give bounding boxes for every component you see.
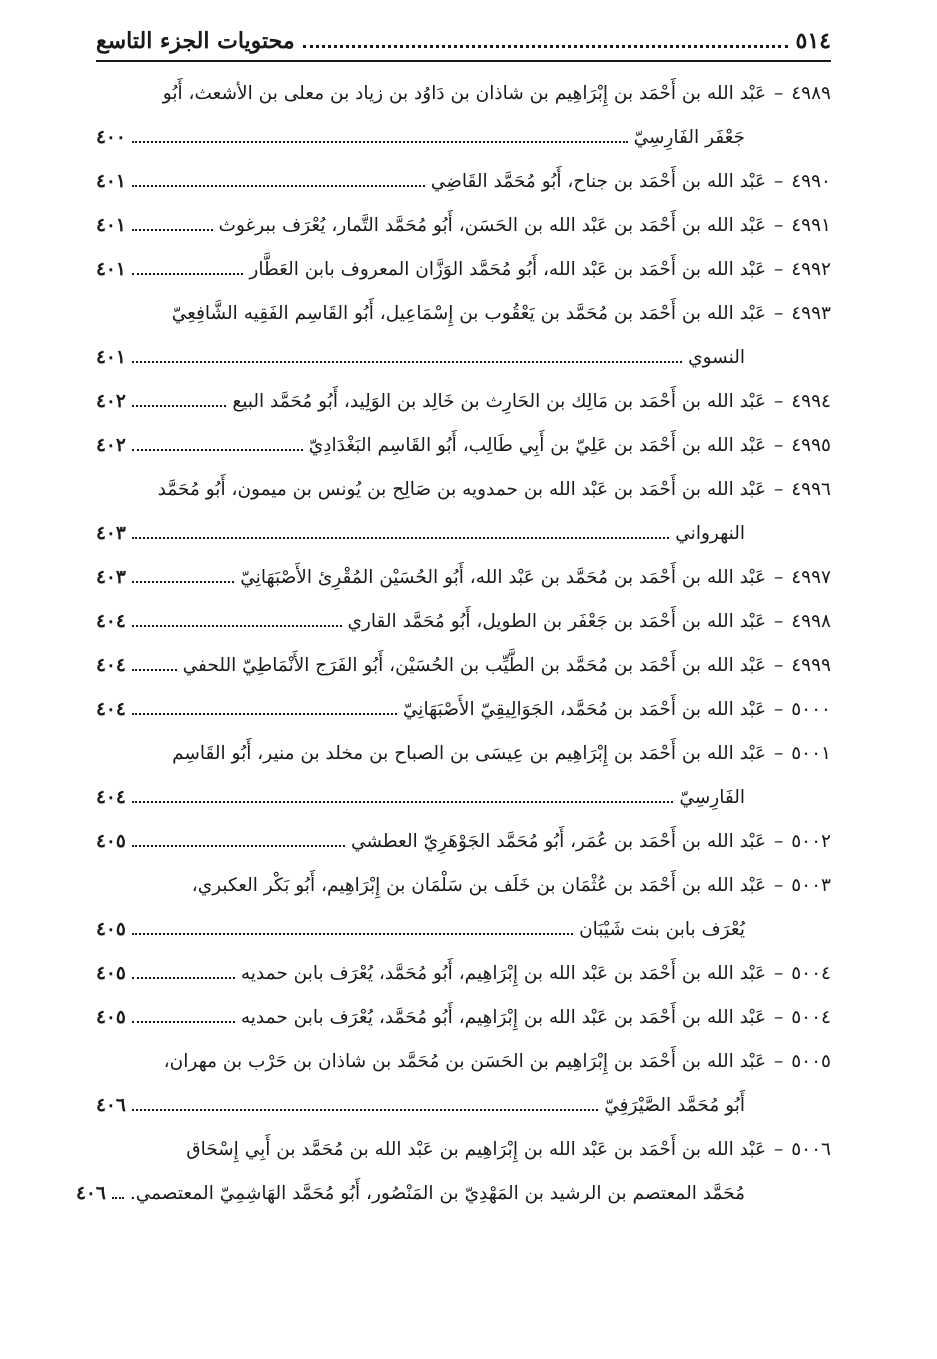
entry-text: عَبْد الله بن أَحْمَد بن جناح، أَبُو مُحَمَّد القَاضِي [430, 171, 766, 192]
entry-dash: – [774, 1139, 784, 1160]
toc-entry-first-line [96, 996, 831, 1040]
entry-number: ٤٩٩٤ [791, 391, 831, 412]
entry-page-ref: ٤٠٥ [96, 1007, 126, 1028]
entry-dash: – [774, 655, 784, 676]
toc-entry-first-line [96, 644, 831, 688]
toc-entry-continuation-line [76, 1172, 831, 1216]
entry-number: ٤٩٩١ [791, 215, 831, 236]
entry-dash: – [774, 303, 784, 324]
toc-entry-first-line [96, 160, 831, 204]
leader-dots [132, 703, 397, 715]
entry-page-ref: ٤٠١ [96, 215, 126, 236]
entry-number: ٥٠٠٠ [791, 699, 831, 720]
toc-entry [96, 952, 831, 996]
entry-text: عَبْد الله بن أَحْمَد بن عَبْد الله بن الحَسَن، أَبُو مُحَمَّد التَّمار، يُعْرَف ببرغوث [218, 215, 766, 236]
entry-text: النهرواني [675, 523, 745, 544]
leader-dots [132, 175, 425, 187]
page-title: محتويات الجزء التاسع [96, 28, 295, 54]
toc-entry [96, 688, 831, 732]
toc-entry [96, 820, 831, 864]
entry-number: ٤٩٩٢ [791, 259, 831, 280]
toc-entry [76, 1128, 831, 1216]
toc-entry-first-line [96, 732, 831, 776]
toc-entry-first-line [96, 1040, 831, 1084]
entry-dash: – [774, 259, 784, 280]
toc-entry-first-line [96, 688, 831, 732]
entry-dash: – [774, 567, 784, 588]
entry-dash: – [774, 699, 784, 720]
entry-text: عَبْد الله بن أَحْمَد بن مُحَمَّد بن يَعْقُوب بن إِسْمَاعِيل، أَبُو القَاسِم الفَقِيه الشَّافِعِيّ [171, 303, 766, 324]
leader-dots [132, 219, 213, 231]
entry-text: عَبْد الله بن أَحْمَد بن إِبْرَاهِيم بن شاذان بن دَاوُد بن زياد بن معلى بن الأشعث، أَبُو [162, 83, 766, 104]
entry-page-ref: ٤٠٣ [96, 523, 126, 544]
entry-dash: – [774, 611, 784, 632]
leader-dots [132, 835, 345, 847]
entry-text: يُعْرَف بابن بنت شَيْبَان [579, 919, 745, 940]
toc-list [76, 72, 831, 1216]
toc-entry-first-line [96, 248, 831, 292]
entry-number: ٤٩٨٩ [791, 83, 831, 104]
toc-entry-first-line [96, 380, 831, 424]
entry-text: جَعْفَر الفَارِسِيّ [633, 127, 745, 148]
entry-number: ٤٩٩٠ [791, 171, 831, 192]
entry-dash: – [774, 875, 784, 896]
leader-dots [132, 659, 177, 671]
entry-page-ref: ٤٠٤ [96, 655, 126, 676]
toc-entry [96, 556, 831, 600]
entry-number: ٥٠٠٤ [791, 963, 831, 984]
entry-page-ref: ٤٠١ [96, 347, 126, 368]
entry-text: عَبْد الله بن أَحْمَد بن مَالِك بن الحَارِث بن خَالِد بن الوَلِيد، أَبُو مُحَمَّد البيع [232, 391, 766, 412]
entry-text: عَبْد الله بن أَحْمَد بن عَبْد الله بن إِبْرَاهِيم، أَبُو مُحَمَّد، يُعْرَف بابن حمديه [240, 963, 766, 984]
entry-page-ref: ٤٠٥ [96, 963, 126, 984]
toc-entry-first-line [96, 292, 831, 336]
entry-page-ref: ٤٠٣ [96, 567, 126, 588]
entry-text: عَبْد الله بن أَحْمَد بن جَعْفَر بن الطويل، أَبُو مُحَمَّد القاري [347, 611, 766, 632]
toc-entry [96, 864, 831, 952]
toc-entry-continuation-line [96, 776, 831, 820]
toc-entry [96, 468, 831, 556]
toc-entry [96, 72, 831, 160]
entry-number: ٥٠٠٣ [791, 875, 831, 896]
entry-text: النسوي [688, 347, 745, 368]
entry-text: عَبْد الله بن أَحْمَد بن عُثْمَان بن خَلَف بن سَلْمَان بن إِبْرَاهِيم، أَبُو بَكْر العكبري، [191, 875, 766, 896]
entry-dash: – [774, 479, 784, 500]
toc-entry [96, 380, 831, 424]
toc-entry-first-line [96, 1128, 831, 1172]
leader-dots [132, 923, 573, 935]
entry-page-ref: ٤٠٢ [96, 391, 126, 412]
toc-entry-first-line [96, 864, 831, 908]
leader-dots [132, 967, 235, 979]
toc-entry [96, 160, 831, 204]
page [76, 28, 831, 1216]
entry-page-ref: ٤٠٢ [96, 435, 126, 456]
toc-entry [96, 424, 831, 468]
toc-entry-first-line [96, 72, 831, 116]
entry-text: عَبْد الله بن أَحْمَد بن مُحَمَّد بن الطَّيِّب بن الحُسَيْن، أَبُو الفَرَج الأَنْمَاطِيّ اللحفي [182, 655, 766, 676]
toc-entry [96, 1040, 831, 1128]
leader-dots [132, 527, 669, 539]
toc-entry [96, 248, 831, 292]
entry-number: ٥٠٠٢ [791, 831, 831, 852]
entry-number: ٤٩٩٩ [791, 655, 831, 676]
leader-dots [132, 571, 234, 583]
entry-dash: – [774, 171, 784, 192]
entry-dash: – [774, 83, 784, 104]
page-header [96, 28, 831, 62]
entry-dash: – [774, 1051, 784, 1072]
toc-entry-continuation-line [96, 1084, 831, 1128]
entry-text: عَبْد الله بن أَحْمَد بن عَبْد الله بن حمدويه بن صَالِح بن يُونس بن ميمون، أَبُو مُحَمَّد [157, 479, 766, 500]
toc-entry-continuation-line [96, 512, 831, 556]
entry-text: عَبْد الله بن أَحْمَد بن عُمَر، أَبُو مُحَمَّد الجَوْهَرِيّ العطشي [350, 831, 766, 852]
entry-text: أَبُو مُحَمَّد الصَّيْرَفِيّ [604, 1095, 745, 1116]
leader-dots [132, 263, 244, 275]
leader-dots [132, 791, 674, 803]
entry-page-ref: ٤٠٥ [96, 919, 126, 940]
entry-text: الفَارِسِيّ [679, 787, 745, 808]
entry-text: عَبْد الله بن أَحْمَد بن إِبْرَاهِيم بن عِيسَى بن الصباح بن مخلد بن منير، أَبُو القَاسِم [172, 743, 766, 764]
entry-page-ref: ٤٠٤ [96, 699, 126, 720]
leader-dots [132, 351, 682, 363]
toc-entry [96, 732, 831, 820]
toc-entry [96, 292, 831, 380]
toc-entry-first-line [96, 820, 831, 864]
entry-dash: – [774, 215, 784, 236]
leader-dots [132, 395, 227, 407]
leader-dots [132, 1099, 598, 1111]
entry-number: ٤٩٩٥ [791, 435, 831, 456]
entry-dash: – [774, 391, 784, 412]
toc-entry-continuation-line [96, 336, 831, 380]
entry-number: ٥٠٠١ [791, 743, 831, 764]
toc-entry [96, 600, 831, 644]
entry-page-ref: ٤٠٤ [96, 611, 126, 632]
toc-entry [96, 644, 831, 688]
entry-number: ٥٠٠٤ [791, 1007, 831, 1028]
entry-text: عَبْد الله بن أَحْمَد بن إِبْرَاهِيم بن الحَسَن بن مُحَمَّد بن شاذان بن حَرْب بن مهران، [163, 1051, 766, 1072]
entry-page-ref: ٤٠٦ [76, 1183, 106, 1204]
entry-text: عَبْد الله بن أَحْمَد بن عَبْد الله بن إِبْرَاهِيم، أَبُو مُحَمَّد، يُعْرَف بابن حمديه [240, 1007, 766, 1028]
toc-entry-continuation-line [96, 116, 831, 160]
toc-entry [96, 996, 831, 1040]
entry-number: ٥٠٠٥ [791, 1051, 831, 1072]
entry-dash: – [774, 743, 784, 764]
entry-dash: – [774, 831, 784, 852]
toc-entry-first-line [96, 952, 831, 996]
page-number: ٥١٤ [795, 28, 831, 54]
entry-page-ref: ٤٠٦ [96, 1095, 126, 1116]
toc-entry-first-line [96, 600, 831, 644]
entry-text: عَبْد الله بن أَحْمَد بن مُحَمَّد، الجَوَالِيقِيّ الأَصْبَهَانِيّ [402, 699, 766, 720]
entry-number: ٤٩٩٦ [791, 479, 831, 500]
entry-number: ٤٩٩٨ [791, 611, 831, 632]
leader-dots [132, 131, 628, 143]
entry-dash: – [774, 963, 784, 984]
toc-entry-first-line [96, 204, 831, 248]
toc-entry-first-line [96, 468, 831, 512]
entry-number: ٤٩٩٣ [791, 303, 831, 324]
entry-text: عَبْد الله بن أَحْمَد بن مُحَمَّد بن عَبْد الله، أَبُو الحُسَيْن المُقْرِئ الأَصْبَهَانِيّ [240, 567, 766, 588]
entry-number: ٥٠٠٦ [791, 1139, 831, 1160]
leader-dots [132, 439, 303, 451]
entry-dash: – [774, 435, 784, 456]
toc-entry-continuation-line [96, 908, 831, 952]
toc-entry-first-line [96, 556, 831, 600]
entry-page-ref: ٤٠٥ [96, 831, 126, 852]
entry-number: ٤٩٩٧ [791, 567, 831, 588]
entry-page-ref: ٤٠٤ [96, 787, 126, 808]
leader-dots [132, 615, 342, 627]
entry-page-ref: ٤٠١ [96, 171, 126, 192]
entry-page-ref: ٤٠٠ [96, 127, 126, 148]
entry-text: عَبْد الله بن أَحْمَد بن عَبْد الله بن إِبْرَاهِيم بن عَبْد الله بن مُحَمَّد بن أَبِي إِسْحَاق [186, 1139, 766, 1160]
leader-dots [112, 1187, 124, 1199]
entry-dash: – [774, 1007, 784, 1028]
toc-entry [96, 204, 831, 248]
toc-entry-first-line [96, 424, 831, 468]
header-leader-dots [303, 33, 788, 48]
entry-page-ref: ٤٠١ [96, 259, 126, 280]
leader-dots [132, 1011, 235, 1023]
entry-text: عَبْد الله بن أَحْمَد بن عَلِيّ بن أَبِي طَالِب، أَبُو القَاسِم البَغْدَادِيّ [308, 435, 766, 456]
entry-text: عَبْد الله بن أَحْمَد بن عَبْد الله، أَبُو مُحَمَّد الوَزَّان المعروف بابن العَطَّار [249, 259, 766, 280]
entry-text: مُحَمَّد المعتصم بن الرشيد بن المَهْدِيّ بن المَنْصُور، أَبُو مُحَمَّد الهَاشِمِيّ المعتصمي. [129, 1183, 745, 1204]
